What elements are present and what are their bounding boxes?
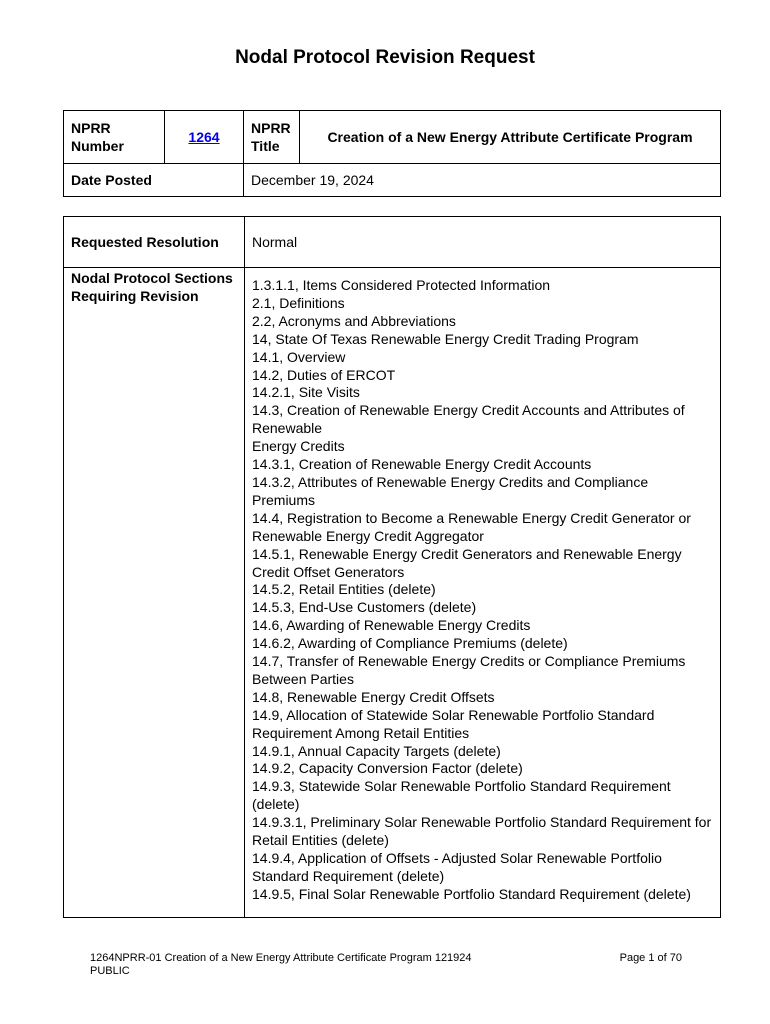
footer-left	[90, 952, 472, 978]
section-item: 14.3.1, Creation of Renewable Energy Credit Accounts	[252, 456, 592, 473]
nprr-number-label: NPRR Number	[64, 111, 165, 164]
footer-classification: PUBLIC	[90, 965, 130, 977]
section-item: 14.5.1, Renewable Energy Credit Generators and Renewable Energy Credit Offset Generators	[252, 545, 682, 580]
requested-resolution-value: Normal	[245, 217, 721, 268]
section-item: 14.4, Registration to Become a Renewable Energy Credit Generator or Renewable Energy Credit Aggregator	[252, 509, 691, 544]
section-item: 14.2.1, Site Visits	[252, 384, 360, 401]
footer-doc-ref: 1264NPRR-01 Creation of a New Energy Attribute Certificate Program 121924	[90, 952, 472, 964]
section-item: 14.7, Transfer of Renewable Energy Credits or Compliance Premiums Between Parties	[252, 653, 686, 687]
date-posted-value: December 19, 2024	[244, 164, 721, 197]
section-item: 2.2, Acronyms and Abbreviations	[252, 312, 456, 329]
requested-resolution-label: Requested Resolution	[64, 217, 245, 268]
section-item: 14.5.3, End-Use Customers (delete)	[252, 599, 477, 616]
section-item: 14.3, Creation of Renewable Energy Credit Accounts and Attributes of Renewable	[252, 402, 685, 437]
footer-page-number: Page 1 of 70	[619, 952, 682, 964]
sections-list	[245, 268, 721, 918]
section-item: 14.9.2, Capacity Conversion Factor (delete)	[252, 760, 523, 777]
section-item: 14.2, Duties of ERCOT	[252, 366, 396, 383]
header-table	[63, 110, 721, 197]
header-row-1	[64, 111, 721, 164]
section-item: 1.3.1.1, Items Considered Protected Information	[252, 277, 551, 293]
nprr-number-value[interactable]: 1264	[188, 129, 220, 145]
header-row-2	[64, 164, 721, 197]
details-table	[63, 216, 721, 918]
section-item: 14.8, Renewable Energy Credit Offsets	[252, 688, 495, 705]
section-item: Energy Credits	[252, 438, 345, 455]
sections-requiring-revision-label: Nodal Protocol Sections Requiring Revision	[64, 268, 245, 918]
section-item: 14.9.3.1, Preliminary Solar Renewable Portfolio Standard Requirement for Retail Entities (delete)	[252, 814, 712, 849]
section-item: 14.5.2, Retail Entities (delete)	[252, 581, 436, 598]
section-item: 14.6.2, Awarding of Compliance Premiums (delete)	[252, 635, 568, 652]
section-item: 14.1, Overview	[252, 348, 346, 365]
nprr-title-value: Creation of a New Energy Attribute Certificate Program	[300, 111, 721, 164]
sections-row	[64, 268, 721, 918]
section-item: 14.9, Allocation of Statewide Solar Renewable Portfolio Standard Requirement Among Retail Entities	[252, 706, 655, 741]
page-title: Nodal Protocol Revision Request	[235, 47, 535, 68]
section-item: 14.3.2, Attributes of Renewable Energy Credits and Compliance Premiums	[252, 473, 649, 508]
section-item: 14.6, Awarding of Renewable Energy Credits	[252, 617, 531, 634]
section-item: 14.9.1, Annual Capacity Targets (delete)	[252, 742, 501, 759]
section-item: 14.9.3, Statewide Solar Renewable Portfolio Standard Requirement (delete)	[252, 778, 671, 813]
resolution-row	[64, 217, 721, 268]
nprr-number-link[interactable]	[165, 111, 244, 164]
date-posted-label: Date Posted	[64, 164, 244, 197]
section-item: 14, State Of Texas Renewable Energy Credit Trading Program	[252, 330, 639, 347]
section-item: 14.9.5, Final Solar Renewable Portfolio Standard Requirement (delete)	[252, 885, 691, 902]
section-item: 14.9.4, Application of Offsets - Adjusted Solar Renewable Portfolio Standard Requirement (delete)	[252, 850, 662, 884]
nprr-title-label: NPRR Title	[244, 111, 300, 164]
section-item: 2.1, Definitions	[252, 294, 345, 311]
